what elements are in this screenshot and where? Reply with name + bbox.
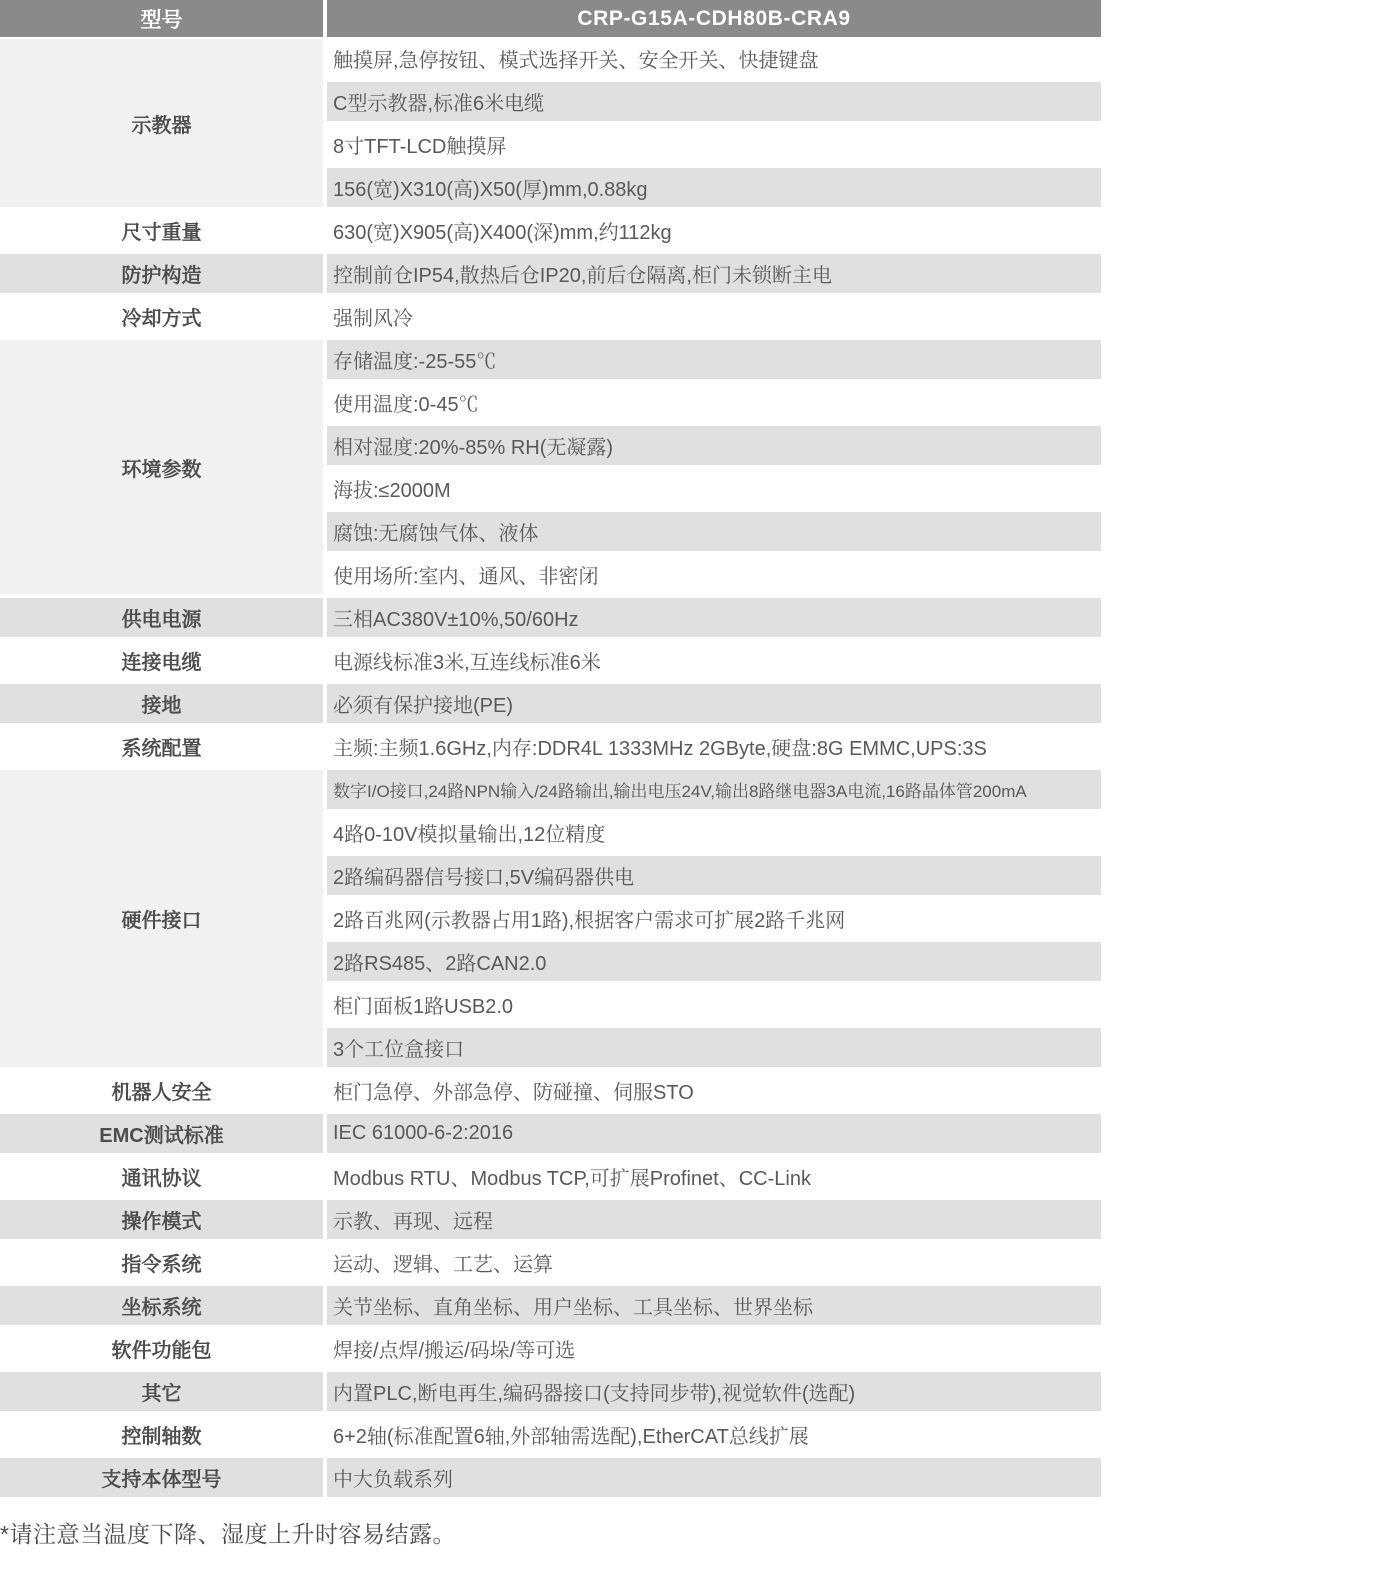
spec-category-cell: 尺寸重量 xyxy=(0,209,323,252)
spec-value-column xyxy=(327,295,1101,338)
header-model-value: CRP-G15A-CDH80B-CRA9 xyxy=(327,0,1101,37)
spec-category-cell: 坐标系统 xyxy=(0,1284,323,1327)
table-group xyxy=(0,1069,1101,1112)
spec-value-row: 电源线标准3米,互连线标准6米 xyxy=(327,639,1101,682)
spec-value-row: 使用场所:室内、通风、非密闭 xyxy=(327,553,1101,596)
table-group xyxy=(0,596,1101,639)
footnote: *请注意当温度下降、湿度上升时容易结露。 xyxy=(0,1521,456,1547)
spec-value-column xyxy=(327,768,1101,1069)
table-group xyxy=(0,338,1101,596)
table-body xyxy=(0,37,1101,1499)
spec-value-column xyxy=(327,1241,1101,1284)
spec-value-row: 数字I/O接口,24路NPN输入/24路输出,输出电压24V,输出8路继电器3A电流,16路晶体管200mA xyxy=(327,768,1101,811)
spec-value-row: 强制风冷 xyxy=(327,295,1101,338)
spec-category-cell: 其它 xyxy=(0,1370,323,1413)
spec-category-cell: 连接电缆 xyxy=(0,639,323,682)
spec-value-row: 2路编码器信号接口,5V编码器供电 xyxy=(327,854,1101,897)
spec-value-row: 内置PLC,断电再生,编码器接口(支持同步带),视觉软件(选配) xyxy=(327,1370,1101,1413)
spec-value-row: IEC 61000-6-2:2016 xyxy=(327,1112,1101,1155)
spec-category-cell: 支持本体型号 xyxy=(0,1456,323,1499)
spec-value-row: 主频:主频1.6GHz,内存:DDR4L 1333MHz 2GByte,硬盘:8G EMMC,UPS:3S xyxy=(327,725,1101,768)
spec-value-column xyxy=(327,1327,1101,1370)
spec-value-column xyxy=(327,209,1101,252)
spec-value-row: 630(宽)X905(高)X400(深)mm,约112kg xyxy=(327,209,1101,252)
spec-value-column xyxy=(327,1198,1101,1241)
spec-value-column xyxy=(327,1112,1101,1155)
spec-value-column xyxy=(327,37,1101,209)
spec-value-column xyxy=(327,596,1101,639)
spec-value-row: 关节坐标、直角坐标、用户坐标、工具坐标、世界坐标 xyxy=(327,1284,1101,1327)
spec-value-row: 腐蚀:无腐蚀气体、液体 xyxy=(327,510,1101,553)
spec-value-row: 焊接/点焊/搬运/码垛/等可选 xyxy=(327,1327,1101,1370)
spec-value-column xyxy=(327,252,1101,295)
spec-value-row: 柜门面板1路USB2.0 xyxy=(327,983,1101,1026)
spec-category-cell: 系统配置 xyxy=(0,725,323,768)
spec-value-row: 2路百兆网(示教器占用1路),根据客户需求可扩展2路千兆网 xyxy=(327,897,1101,940)
spec-value-column xyxy=(327,1370,1101,1413)
spec-value-row: 控制前仓IP54,散热后仓IP20,前后仓隔离,柜门未锁断主电 xyxy=(327,252,1101,295)
spec-value-row: 柜门急停、外部急停、防碰撞、伺服STO xyxy=(327,1069,1101,1112)
spec-value-row: 触摸屏,急停按钮、模式选择开关、安全开关、快捷键盘 xyxy=(327,37,1101,80)
table-group xyxy=(0,295,1101,338)
spec-value-row: 必须有保护接地(PE) xyxy=(327,682,1101,725)
spec-value-column xyxy=(327,639,1101,682)
spec-value-row: 运动、逻辑、工艺、运算 xyxy=(327,1241,1101,1284)
table-group xyxy=(0,252,1101,295)
spec-category-cell: 示教器 xyxy=(0,37,323,209)
spec-value-column xyxy=(327,1413,1101,1456)
table-group xyxy=(0,1241,1101,1284)
table-group xyxy=(0,209,1101,252)
table-header-row xyxy=(0,0,1101,37)
table-group xyxy=(0,1456,1101,1499)
table-group xyxy=(0,768,1101,1069)
spec-category-cell: 冷却方式 xyxy=(0,295,323,338)
spec-value-column xyxy=(327,1155,1101,1198)
spec-value-column xyxy=(327,1069,1101,1112)
table-group xyxy=(0,1198,1101,1241)
spec-value-column xyxy=(327,1456,1101,1499)
spec-value-row: 示教、再现、远程 xyxy=(327,1198,1101,1241)
spec-value-row: 存储温度:-25-55℃ xyxy=(327,338,1101,381)
spec-value-row: 海拔:≤2000M xyxy=(327,467,1101,510)
spec-category-cell: 操作模式 xyxy=(0,1198,323,1241)
spec-category-cell: 环境参数 xyxy=(0,338,323,596)
spec-value-row: C型示教器,标准6米电缆 xyxy=(327,80,1101,123)
spec-value-row: 使用温度:0-45℃ xyxy=(327,381,1101,424)
spec-category-cell: 软件功能包 xyxy=(0,1327,323,1370)
spec-value-row: 3个工位盒接口 xyxy=(327,1026,1101,1069)
spec-category-cell: 接地 xyxy=(0,682,323,725)
spec-category-cell: 通讯协议 xyxy=(0,1155,323,1198)
spec-category-cell: 防护构造 xyxy=(0,252,323,295)
spec-value-row: 156(宽)X310(高)X50(厚)mm,0.88kg xyxy=(327,166,1101,209)
table-group xyxy=(0,1284,1101,1327)
spec-category-cell: 硬件接口 xyxy=(0,768,323,1069)
table-group xyxy=(0,1112,1101,1155)
spec-value-column xyxy=(327,682,1101,725)
spec-value-row: 中大负载系列 xyxy=(327,1456,1101,1499)
spec-value-column xyxy=(327,338,1101,596)
spec-value-row: 4路0-10V模拟量输出,12位精度 xyxy=(327,811,1101,854)
spec-value-column xyxy=(327,725,1101,768)
spec-value-row: Modbus RTU、Modbus TCP,可扩展Profinet、CC-Link xyxy=(327,1155,1101,1198)
spec-value-row: 8寸TFT-LCD触摸屏 xyxy=(327,123,1101,166)
spec-value-row: 2路RS485、2路CAN2.0 xyxy=(327,940,1101,983)
spec-value-row: 三相AC380V±10%,50/60Hz xyxy=(327,596,1101,639)
spec-category-cell: EMC测试标准 xyxy=(0,1112,323,1155)
table-group xyxy=(0,725,1101,768)
table-group xyxy=(0,37,1101,209)
spec-value-row: 6+2轴(标准配置6轴,外部轴需选配),EtherCAT总线扩展 xyxy=(327,1413,1101,1456)
spec-value-row: 相对湿度:20%-85% RH(无凝露) xyxy=(327,424,1101,467)
spec-value-column xyxy=(327,1284,1101,1327)
table-group xyxy=(0,1327,1101,1370)
table-group xyxy=(0,682,1101,725)
header-model-label: 型号 xyxy=(0,0,323,37)
table-group xyxy=(0,1370,1101,1413)
table-group xyxy=(0,639,1101,682)
spec-category-cell: 指令系统 xyxy=(0,1241,323,1284)
table-group xyxy=(0,1413,1101,1456)
table-group xyxy=(0,1155,1101,1198)
spec-category-cell: 控制轴数 xyxy=(0,1413,323,1456)
spec-category-cell: 机器人安全 xyxy=(0,1069,323,1112)
spec-category-cell: 供电电源 xyxy=(0,596,323,639)
